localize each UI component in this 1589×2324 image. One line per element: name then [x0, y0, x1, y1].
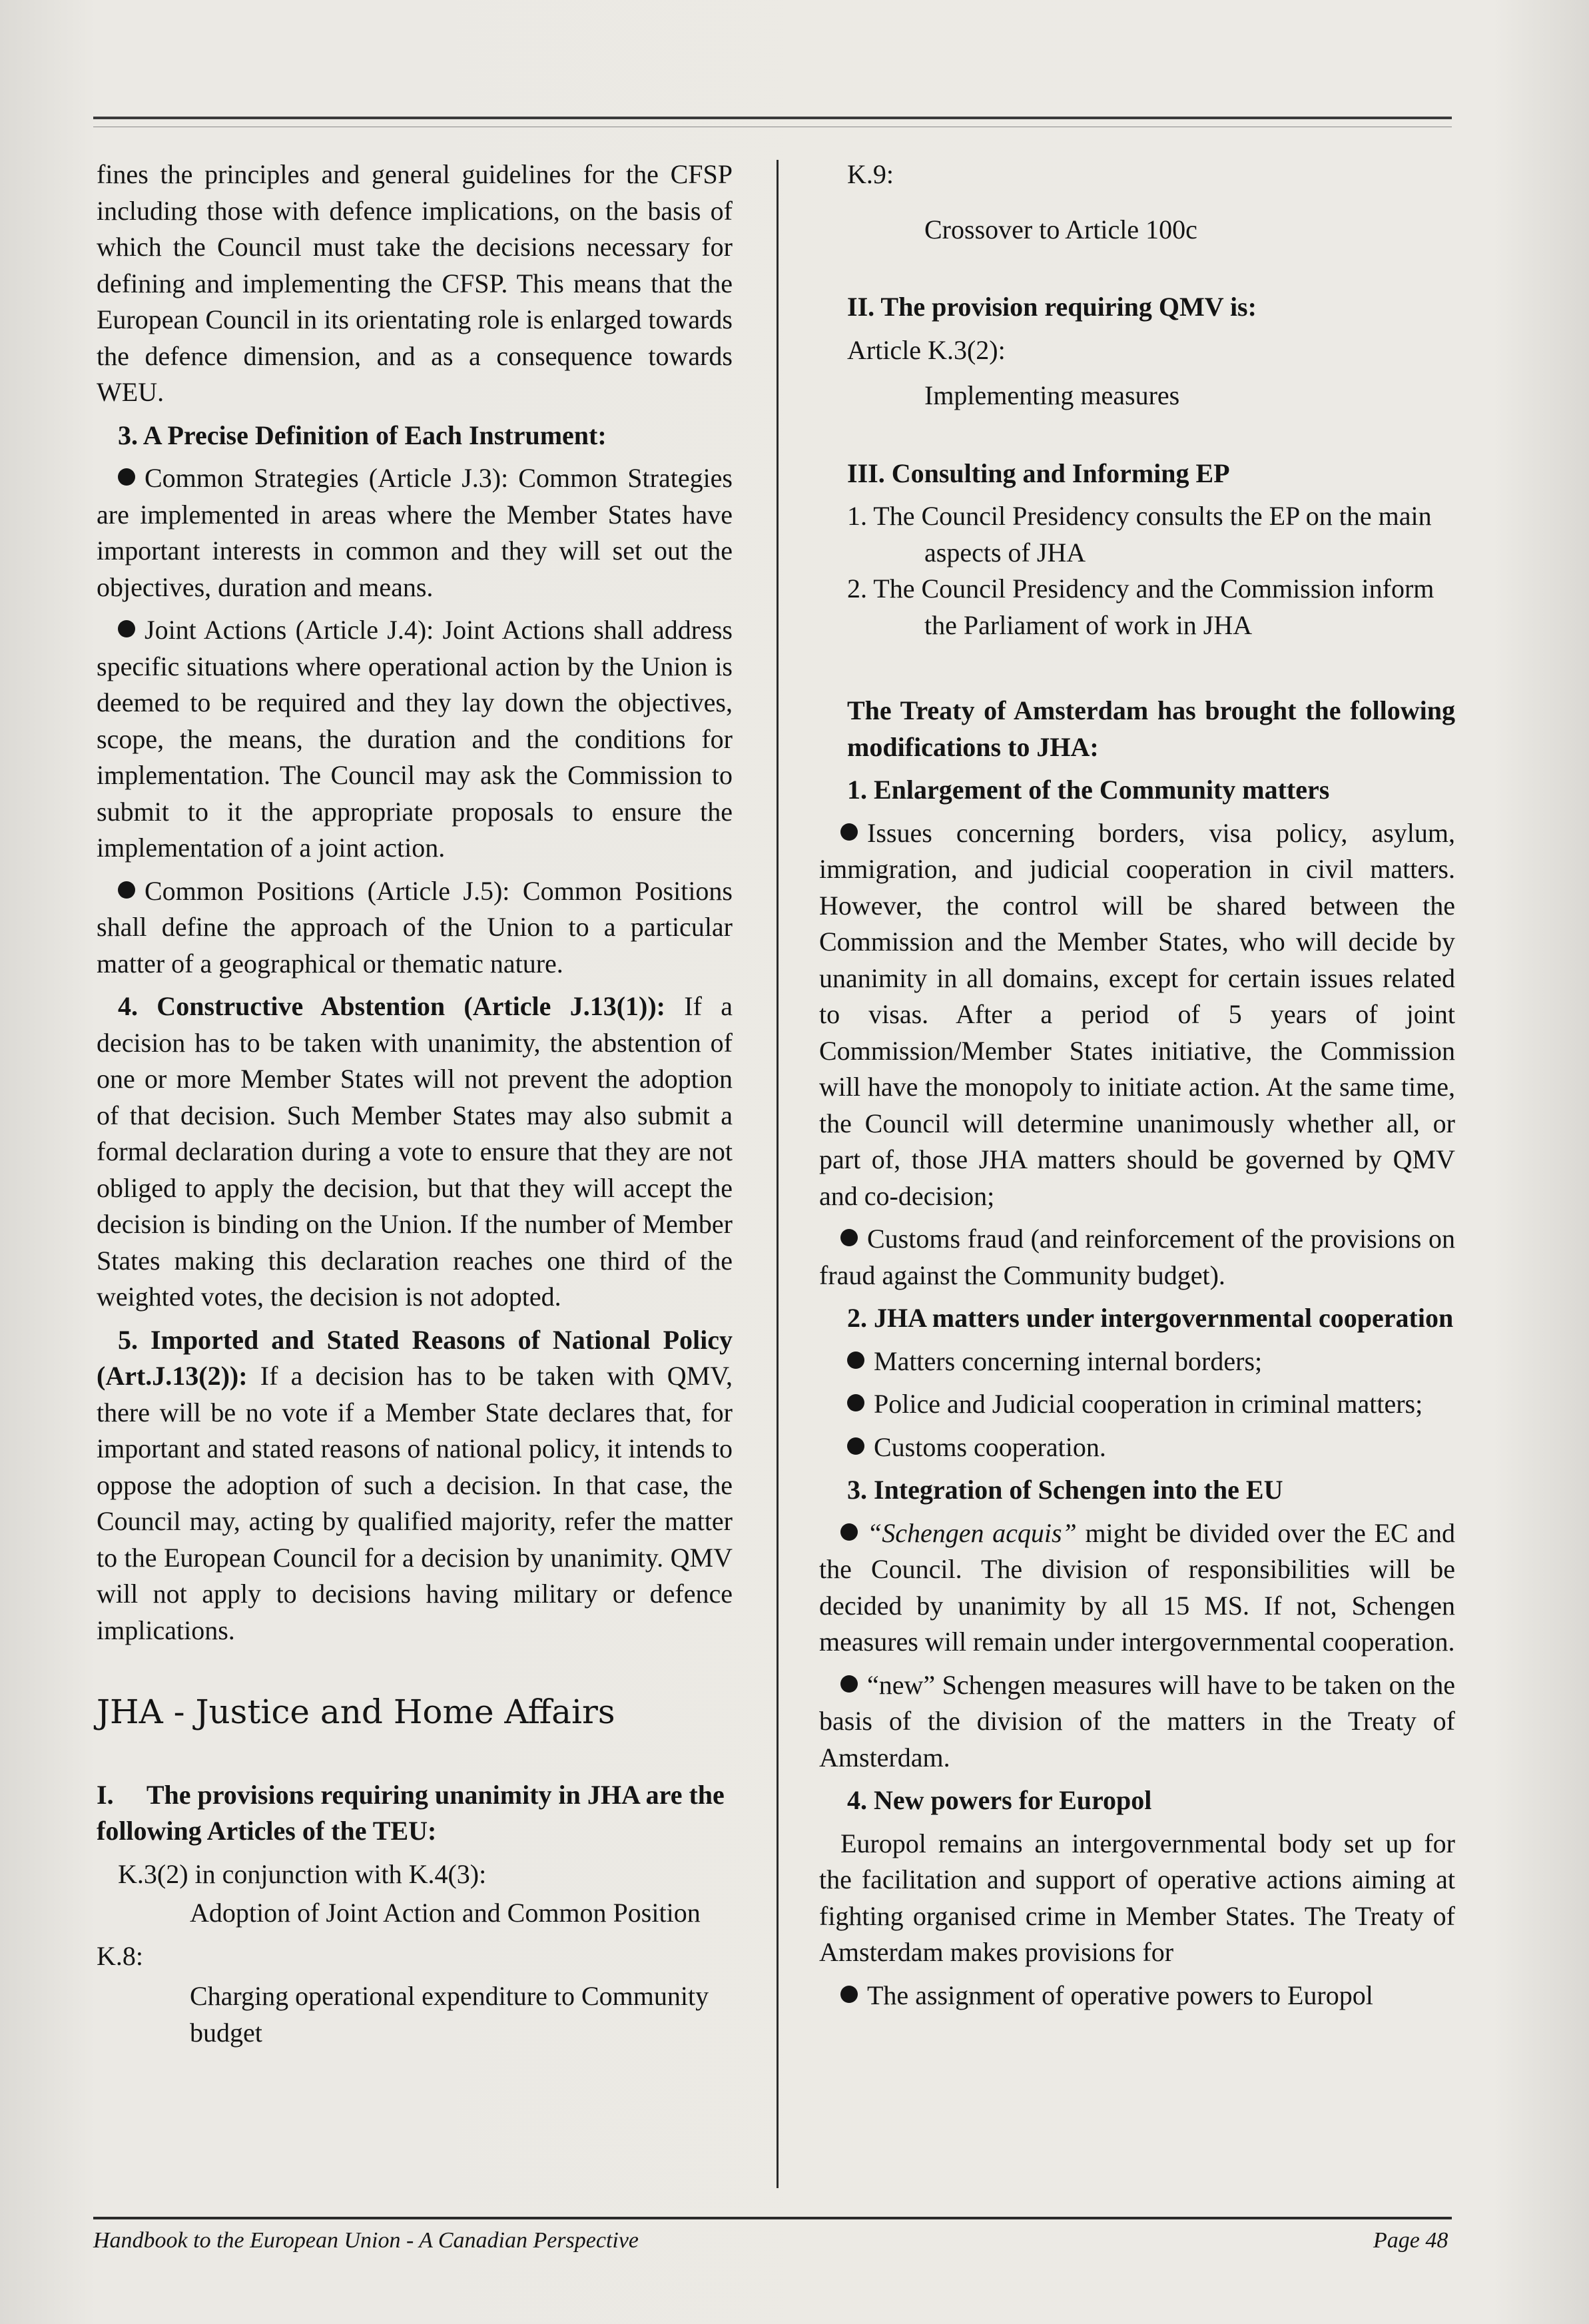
bullet-dot-icon [118, 620, 135, 637]
heading-schengen: 3. Integration of Schengen into the EU [847, 1475, 1283, 1505]
constructive-abstention-paragraph: 4. Constructive Abstention (Article J.13(1)): If a decision has to be taken with unanimity, the abstention of one or more Member States will not prevent the adoption of that decision. Such Member States may also submit a formal declaration during a vote to ensure that they are not obliged to apply the decision, but that they will accept the decision is binding on the Union. If the number of Member States making this declaration reaches one third of the weighted votes, the decision is not adopted. [97, 991, 733, 1312]
bullet-dot-icon [847, 1437, 864, 1455]
heading-unanimity-provisions: I. The provisions requiring unanimity in JHA are the following Articles of the TEU: [97, 1779, 731, 1846]
bullet-joint-actions: Joint Actions (Article J.4): Joint Actions shall address specific situations where operational action by the Union is deemed to be required and they lay down the objectives, scope, the means, the duration and the conditions for implementation. The Council may ask the Commission to submit to it the appropriate proposals to ensure the implementation of a joint action. [97, 615, 733, 863]
heading-treaty-modifications: The Treaty of Amsterdam has brought the following modifications to JHA: [847, 695, 1455, 762]
bullet-issues-borders: Issues concerning borders, visa policy, asylum, immigration, and judicial cooperation in civil matters. However, the control will be shared between the Commission and the Member States, who will decide by unanimity in all domains, except for certain issues related to visas. After a period of 5 years of joint Commission/Member States initiative, the Commission will have the monopoly to initiate action. At the same time, the Council will determine unanimously whether all, or part of, those JHA matters should be governed by QMV and co-decision; [819, 817, 1455, 1211]
bullet-common-positions: Common Positions (Article J.5): Common Positions shall define the approach of the Union to a particular matter of a geographical or thematic nature. [97, 875, 733, 978]
bullet-internal-borders: Matters concerning internal borders; [819, 1344, 1455, 1380]
heading-enlargement: 1. Enlargement of the Community matters [847, 775, 1330, 805]
k8-label: K.8: [97, 1940, 143, 1971]
bullet-dot-icon [840, 823, 858, 841]
bullet-common-strategies: Common Strategies (Article J.3): Common Strategies are implemented in areas where the Member States have important interests in common and they will set out the objectives, duration and means. [97, 463, 733, 602]
heading-consulting-ep: III. Consulting and Informing EP [847, 458, 1230, 488]
k9-label: K.9: [847, 159, 894, 189]
list-item-consults: 1. The Council Presidency consults the EP on the main aspects of JHA [847, 501, 1432, 568]
footer-rule [93, 2217, 1452, 2219]
heading-europol: 4. New powers for Europol [847, 1785, 1152, 1815]
bullet-dot-icon [847, 1352, 864, 1369]
section-title-jha: JHA - Justice and Home Affairs [97, 1693, 615, 1731]
bullet-dot-icon [118, 468, 135, 486]
k9-text: Crossover to Article 100c [924, 214, 1197, 244]
bullet-customs-cooperation: Customs cooperation. [819, 1429, 1455, 1466]
bullet-dot-icon [840, 1986, 858, 2003]
bullet-dot-icon [118, 881, 135, 899]
footer-title: Handbook to the European Union - A Canadian Perspective [93, 2228, 639, 2253]
column-divider [777, 160, 779, 2188]
bullet-dot-icon [847, 1394, 864, 1411]
bullet-schengen-acquis: “Schengen acquis” might be divided over the EC and the Council. The division of responsibilities will be decided by unanimity by all 15 MS. If not, Schengen measures will remain under intergovernmental cooperation. [819, 1517, 1456, 1657]
k8-text: Charging operational expenditure to Community budget [190, 1981, 709, 2048]
bullet-dot-icon [840, 1675, 858, 1693]
heading-constructive-abstention: 4. Constructive Abstention (Article J.13(1)): [118, 991, 665, 1021]
intro-paragraph: fines the principles and general guidelines for the CFSP including those with defence implications, on the basis of which the Council must take the decisions necessary for defining and implementing the CFSP. This means that the European Council in its orientating role is enlarged towards the defence dimension, and as a consequence towards WEU. [97, 159, 733, 407]
k3-label: K.3(2) in conjunction with K.4(3): [118, 1858, 487, 1889]
bullet-operative-powers: The assignment of operative powers to Europol [819, 1978, 1455, 2014]
europol-paragraph: Europol remains an intergovernmental body set up for the facilitation and support of operative actions aiming at fighting organised crime in Member States. The Treaty of Amsterdam makes provisions for [819, 1828, 1455, 1967]
list-item-informs: 2. The Council Presidency and the Commission inform the Parliament of work in JHA [847, 574, 1434, 640]
bullet-dot-icon [840, 1523, 858, 1541]
left-column [97, 157, 733, 2058]
bullet-dot-icon [840, 1229, 858, 1246]
header-rule [93, 117, 1452, 119]
national-policy-paragraph: 5. Imported and Stated Reasons of National Policy (Art.J.13(2)): If a decision has to be taken with QMV, there will be no vote if a Member State declares that, for important and stated reasons of national policy, it intends to oppose the adoption of such a decision. In that case, the Council may, acting by qualified majority, refer the matter to the European Council for a decision by unanimity. QMV will not apply to decisions having military or defence implications. [97, 1324, 733, 1645]
heading-qmv-provision: II. The provision requiring QMV is: [847, 292, 1257, 322]
right-column [819, 157, 1455, 2020]
k32-text: Implementing measures [924, 380, 1180, 410]
page-number: Page 48 [1373, 2228, 1448, 2253]
heading-precise-definition: 3. A Precise Definition of Each Instrument: [118, 420, 607, 450]
heading-national-policy: 5. Imported and Stated Reasons of National Policy (Art.J.13(2)): [97, 1324, 733, 1391]
heading-intergovernmental: 2. JHA matters under intergovernmental cooperation [847, 1303, 1454, 1333]
bullet-police-judicial: Police and Judicial cooperation in criminal matters; [819, 1386, 1455, 1423]
bullet-new-schengen: “new” Schengen measures will have to be taken on the basis of the division of the matters in the Treaty of Amsterdam. [819, 1669, 1455, 1772]
k3-text: Adoption of Joint Action and Common Position [190, 1898, 701, 1928]
k32-label: Article K.3(2): [847, 334, 1006, 365]
bullet-customs-fraud: Customs fraud (and reinforcement of the provisions on fraud against the Community budget). [819, 1224, 1455, 1290]
